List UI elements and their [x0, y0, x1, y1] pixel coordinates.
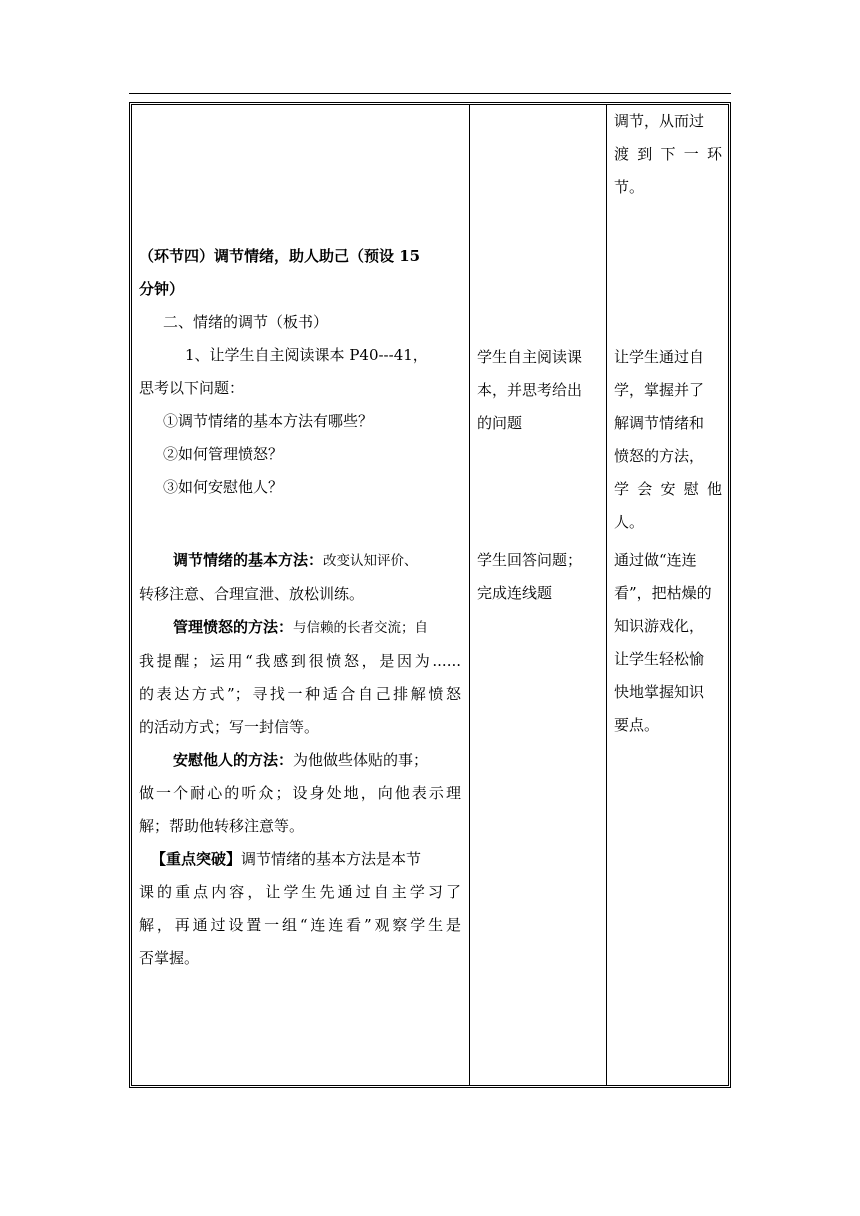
text-line: 学生自主阅读课: [477, 348, 583, 366]
student-activity-2: [477, 544, 601, 610]
comfort-methods-line: [139, 744, 461, 777]
text-line: 解；帮助他转移注意等。: [139, 817, 305, 835]
text-line: 本，并思考给出: [477, 381, 583, 399]
section-heading: [139, 240, 461, 504]
basic-methods-label: 调节情绪的基本方法：: [173, 551, 324, 569]
heading-line: 分钟）: [139, 280, 185, 298]
text-line: 快地掌握知识: [614, 683, 705, 701]
key-point-line: [139, 843, 461, 876]
text-line: 让学生通过自: [614, 348, 705, 366]
column-divider-2: [606, 105, 607, 1085]
text-line: 课的重点内容，让学生先通过自主学习了: [139, 883, 461, 901]
anger-methods-line: [139, 611, 461, 645]
text-line: 人。: [614, 513, 645, 531]
text-line: 学生回答问题；: [477, 551, 583, 569]
text-line: 做一个耐心的听众；设身处地，向他表示理: [139, 784, 461, 802]
question-1: ①调节情绪的基本方法有哪些？: [163, 412, 374, 430]
board-title: 二、情绪的调节（板书）: [163, 313, 329, 331]
text-line: 解，再通过设置一组“连连看”观察学生是: [139, 916, 461, 934]
question-3: ③如何安慰他人？: [163, 478, 284, 496]
text-line: 转移注意、合理宣泄、放松训练。: [139, 585, 365, 603]
anger-methods-label: 管理愤怒的方法：: [173, 618, 294, 636]
text-line: 知识游戏化，: [614, 617, 705, 635]
question-2: ②如何管理愤怒？: [163, 445, 284, 463]
key-point-text: 调节情绪的基本方法是本节: [241, 850, 422, 868]
answers-block: [139, 544, 461, 975]
header-rule: [129, 93, 731, 94]
task-line: 思考以下问题：: [139, 379, 245, 397]
text-line: 看”，把枯燥的: [614, 584, 712, 602]
text-line: 否掌握。: [139, 949, 200, 967]
comfort-methods-label: 安慰他人的方法：: [173, 751, 294, 769]
design-intent-1: [614, 341, 722, 539]
text-line: 学 会 安 慰 他: [614, 480, 722, 498]
column-divider-1: [469, 105, 470, 1085]
text-line: 渡 到 下 一 环: [614, 145, 722, 163]
text-line: 通过做“连连: [614, 551, 697, 569]
text-line: 愤怒的方法，: [614, 447, 705, 465]
comfort-methods-text: 为他做些体贴的事；: [293, 751, 429, 769]
basic-methods-line: [139, 544, 461, 578]
text-line: 的问题: [477, 414, 523, 432]
task-line: 1、让学生自主阅读课本 P40---41，: [185, 346, 428, 364]
text-line: 要点。: [614, 716, 660, 734]
heading-line: （环节四）调节情绪，助人助己（预设 15: [139, 247, 421, 265]
text-line: 的表达方式”；寻找一种适合自己排解愤怒: [139, 685, 461, 703]
text-line: 完成连线题: [477, 584, 553, 602]
design-intent-2: [614, 544, 722, 742]
intent-continuation: [614, 105, 722, 204]
text-line: 我提醒；运用“我感到很愤怒，是因为......: [139, 652, 461, 670]
text-line: 学，掌握并了: [614, 381, 705, 399]
text-line: 解调节情绪和: [614, 414, 705, 432]
key-point-label: 【重点突破】: [151, 850, 242, 868]
text-line: 调节，从而过: [614, 112, 705, 130]
anger-methods-text: 与信赖的长者交流；自: [293, 620, 429, 636]
basic-methods-text: 改变认知评价、: [323, 553, 418, 569]
text-line: 让学生轻松愉: [614, 650, 705, 668]
student-activity-1: [477, 341, 601, 440]
text-line: 的活动方式；写一封信等。: [139, 718, 320, 736]
text-line: 节。: [614, 178, 645, 196]
